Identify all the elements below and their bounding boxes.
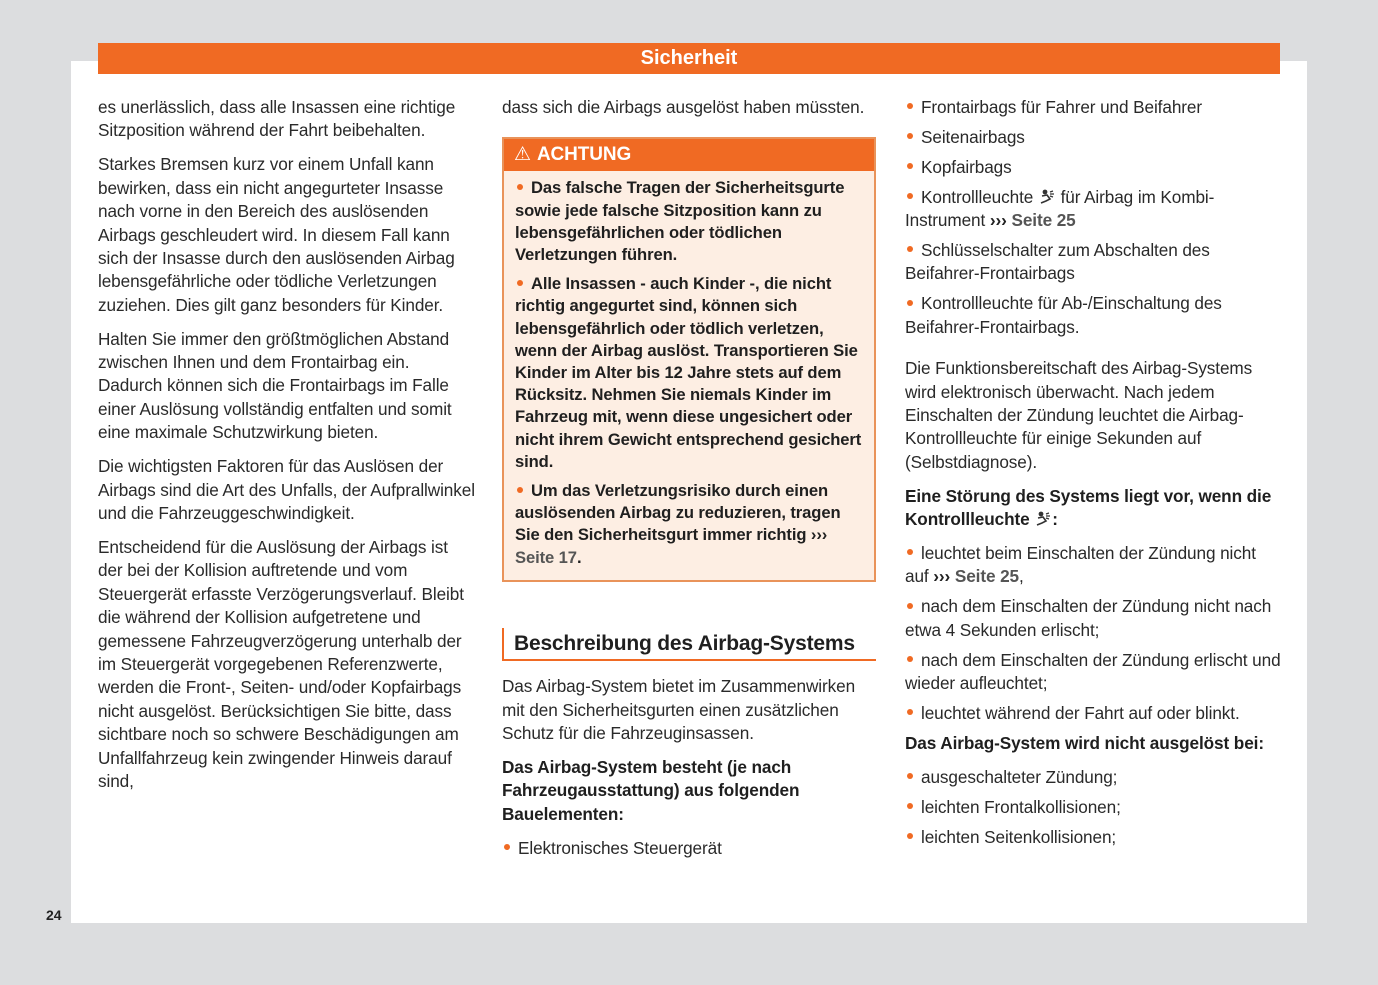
list-item: leichten Frontalkollisionen; [905,796,1283,819]
page-number: 24 [46,907,62,923]
page-reference-link[interactable]: Seite 17 [515,547,577,567]
paragraph: Halten Sie immer den größtmöglichen Abstand zwischen Ihnen und dem Frontairbag ein. Dadurch können sich die Frontairbags im Falle einer Auslösung vollständig entfalten und somit eine maximale Schutzwirkung bieten. [98,328,452,443]
airbag-warning-icon [1034,511,1052,527]
list-item: leuchtet beim Einschalten der Zündung nicht auf ››› Seite 25, [905,543,1256,587]
paragraph: dass sich die Airbags ausgelöst haben müssten. [502,97,865,117]
list-item: Elektronisches Steuergerät [502,837,876,860]
section-heading: Beschreibung des Airbag-Systems [502,628,876,661]
bullet-icon [907,193,913,199]
bullet-icon [517,487,523,493]
column-2 [502,96,876,867]
reference-arrow-icon: ››› [810,525,828,545]
list-item: nach dem Einschalten der Zündung erlischt und wieder aufleuchtet; [905,649,1281,694]
bullet-icon [907,803,913,809]
list-item: Kontrollleuchte für Airbag im Kombi-Instrument ››› Seite 25 [905,186,1215,231]
paragraph: Die wichtigsten Faktoren für das Auslösen der Airbags sind die Art des Unfalls, der Aufprallwinkel und die Fahrzeuggeschwindigkeit. [98,456,475,523]
column-1 [98,96,476,804]
column-3 [905,96,1283,855]
paragraph: Starkes Bremsen kurz vor einem Unfall kann bewirken, dass ein nicht angegurteter Insasse nach vorne in den Bereich des auslösenden Airbags geschleudert wird. In diesem Fall kann sich der Insasse durch den auslösenden Airbag lebensgefährliche oder tödliche Verletzungen zuziehen. Dies gilt ganz besonders für Kinder. [98,154,455,315]
list-item: leichten Seitenkollisionen; [905,826,1283,849]
reference-arrow-icon: ››› [933,566,951,587]
paragraph: Die Funktionsbereitschaft des Airbag-Systems wird elektronisch überwacht. Nach jedem Einschalten der Zündung leuchtet die Airbag-Kontrollleuchte für einige Sekunden auf (Selbstdiagnose). [905,358,1253,472]
subheading: Das Airbag-System wird nicht ausgelöst bei: [905,732,1264,753]
reference-arrow-icon: ››› [989,210,1007,231]
bullet-icon [907,549,913,555]
page-reference-link[interactable]: Seite 25 [954,566,1020,587]
bullet-icon [907,773,913,779]
subheading: Das Airbag-System besteht (je nach Fahrzeugausstattung) aus folgenden Bauelementen: [502,756,800,824]
bullet-icon [517,280,523,286]
bullet-icon [907,163,913,169]
paragraph: Das Airbag-System bietet im Zusammenwirken mit den Sicherheitsgurten einen zusätzlichen Schutz für die Fahrzeuginsassen. [502,676,856,744]
warning-triangle-icon: ⚠ [514,144,531,166]
list-item: Kopfairbags [905,156,1283,179]
bullet-icon [907,133,913,139]
warning-item: Alle Insassen - auch Kinder -, die nicht richtig angegurtet sind, können sich lebensgefährlich oder tödlich verletzen, wenn der Airbag auslöst. Transportieren Sie Kinder im Alter bis 12 Jahre stets auf dem Rücksitz. Nehmen Sie niemals Kinder im Fahrzeug mit, wenn diese ungesichert oder nicht ihrem Gewicht entsprechend gesichert sind. [515,274,862,471]
list-item: leuchtet während der Fahrt auf oder blinkt. [905,702,1283,725]
airbag-warning-icon [1038,189,1056,205]
warning-title: ACHTUNG [536,144,632,166]
bullet-icon [517,184,523,190]
warning-item: Das falsche Tragen der Sicherheitsgurte sowie jede falsche Sitzposition kann zu lebensgefährlichen oder tödlichen Verletzungen führen. [515,178,845,265]
warning-header [504,139,874,171]
list-item: ausgeschalteter Zündung; [905,766,1283,789]
list-item: Seitenairbags [905,126,1283,149]
list-item: Schlüsselschalter zum Abschalten des Beifahrer-Frontairbags [905,240,1210,284]
list-item: Frontairbags für Fahrer und Beifahrer [905,96,1283,119]
chapter-header: Sicherheit [98,43,1280,74]
page-reference-link[interactable]: Seite 25 [1011,210,1076,231]
paragraph: Entscheidend für die Auslösung der Airbags ist der bei der Kollision auftretende und vom Steuergerät erfasste Verzögerungsverlauf. Bleibt die während der Kollision aufgetretene und gemessene Fahrzeugverzögerung unterhalb der im Steuergerät vorgegebenen Referenzwerte, werden die Front-, Seiten- und/oder Kopfairbags nicht ausgelöst. Berücksichtigen Sie bitte, dass sichtbare noch so schwere Beschädigungen am Unfallfahrzeug kein zwingender Hinweis darauf sind, [98,536,464,791]
warning-item: Um das Verletzungsrisiko durch einen auslösenden Airbag zu reduzieren, tragen Sie den Sicherheitsgurt immer richtig ››› Seite 17. [515,481,841,567]
bullet-icon [907,246,913,252]
bullet-icon [907,300,913,306]
bullet-icon [907,103,913,109]
bullet-icon [907,656,913,662]
warning-box [502,137,876,581]
subheading: Eine Störung des Systems liegt vor, wenn die Kontrollleuchte : [905,485,1272,530]
list-item: nach dem Einschalten der Zündung nicht nach etwa 4 Sekunden erlischt; [905,596,1272,640]
list-item: Kontrollleuchte für Ab-/Einschaltung des Beifahrer-Frontairbags. [905,293,1222,337]
warning-body [504,171,874,579]
bullet-icon [504,844,510,850]
bullet-icon [907,833,913,839]
paragraph: es unerlässlich, dass alle Insassen eine richtige Sitzposition während der Fahrt beibehalten. [98,97,456,141]
bullet-icon [907,709,913,715]
bullet-icon [907,603,913,609]
